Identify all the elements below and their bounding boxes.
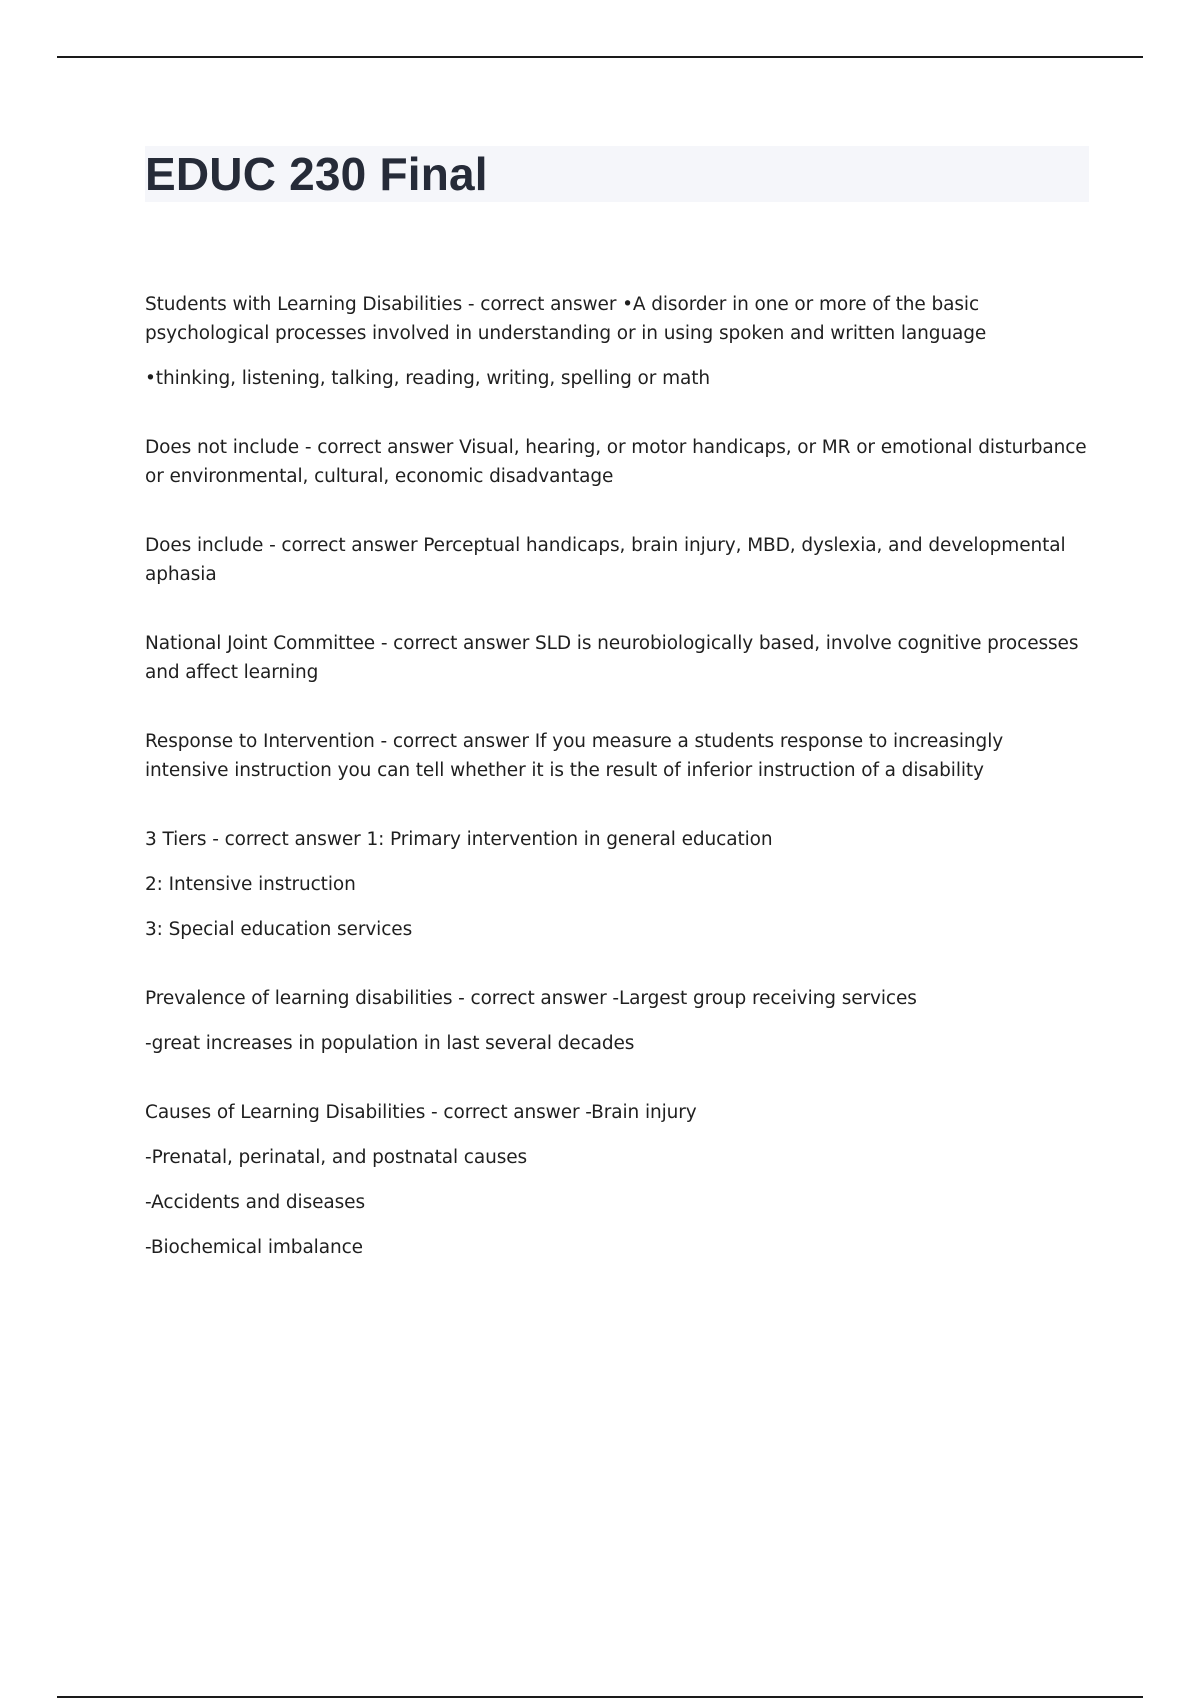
qa-entry-prevalence <box>145 984 1090 1058</box>
qa-text: 2: Intensive instruction <box>145 874 356 895</box>
qa-text: 3 Tiers - correct answer 1: Primary intervention in general education <box>145 829 773 850</box>
qa-text: Does not include - correct answer Visual, hearing, or motor handicaps, or MR or emotional disturbance or environmental, cultural, economic disadvantage <box>145 437 1087 487</box>
top-rule <box>57 56 1143 58</box>
qa-text: -Accidents and diseases <box>145 1192 365 1213</box>
qa-entry-does-include <box>145 531 1090 589</box>
document-body <box>145 290 1090 1302</box>
qa-entry-learning-disabilities <box>145 290 1090 393</box>
qa-entry-does-not-include <box>145 433 1090 491</box>
qa-text: -Biochemical imbalance <box>145 1237 363 1258</box>
qa-entry-causes <box>145 1098 1090 1262</box>
qa-text: Does include - correct answer Perceptual handicaps, brain injury, MBD, dyslexia, and developmental aphasia <box>145 535 1066 585</box>
qa-text: Prevalence of learning disabilities - correct answer -Largest group receiving services <box>145 988 917 1009</box>
qa-entry-three-tiers <box>145 825 1090 944</box>
qa-text: -Prenatal, perinatal, and postnatal causes <box>145 1147 528 1168</box>
qa-text: -great increases in population in last several decades <box>145 1033 635 1054</box>
qa-text: 3: Special education services <box>145 919 413 940</box>
qa-text: •thinking, listening, talking, reading, writing, spelling or math <box>145 368 711 389</box>
qa-text: Response to Intervention - correct answer If you measure a students response to increasingly intensive instruction you can tell whether it is the result of inferior instruction of a disability <box>145 731 1004 781</box>
qa-text: Causes of Learning Disabilities - correct answer -Brain injury <box>145 1102 697 1123</box>
qa-text: National Joint Committee - correct answer SLD is neurobiologically based, involve cognitive processes and affect learning <box>145 633 1079 683</box>
qa-entry-national-joint-committee <box>145 629 1090 687</box>
qa-text: Students with Learning Disabilities - correct answer •A disorder in one or more of the basic psychological processes involved in understanding or in using spoken and written language <box>145 294 987 344</box>
qa-entry-response-to-intervention <box>145 727 1090 785</box>
bottom-rule <box>57 1696 1143 1698</box>
page-title: EDUC 230 Final <box>145 148 488 200</box>
